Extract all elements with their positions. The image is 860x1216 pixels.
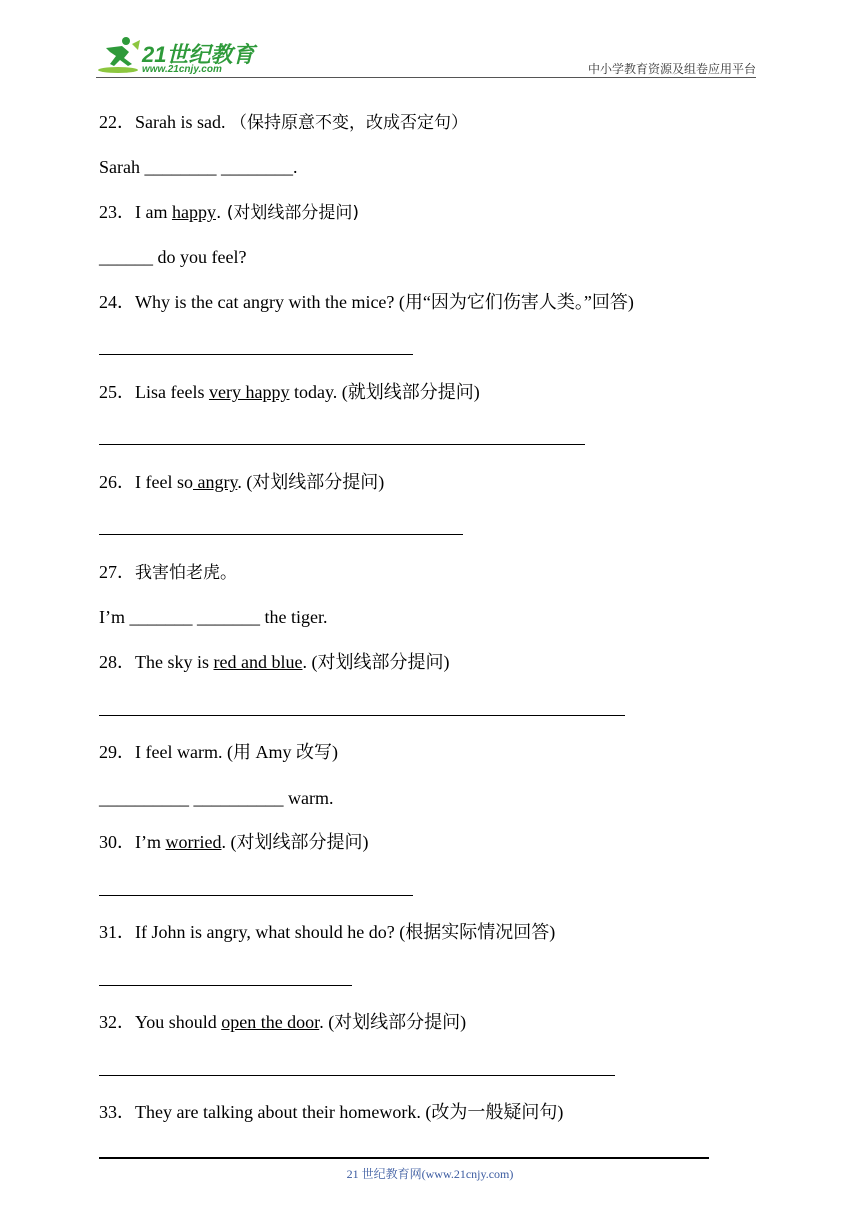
question-text: Lisa feels: [135, 382, 209, 402]
header-divider: [96, 77, 756, 78]
question-instruction: . (对划线部分提问): [215, 203, 360, 223]
question-number: 32．: [99, 1012, 135, 1032]
question-32: [99, 1011, 466, 1033]
question-text: You should: [135, 1012, 222, 1032]
answer-line-32[interactable]: [99, 1075, 615, 1076]
answer-27[interactable]: I’m _______ _______ the tiger.: [99, 607, 328, 627]
question-instruction: . (对划线部分提问): [237, 472, 385, 492]
question-text: The sky is: [135, 652, 214, 672]
question-23: [99, 201, 359, 224]
answer-23[interactable]: ______ do you feel?: [99, 247, 247, 267]
page-header: [96, 34, 756, 80]
footer-divider: [99, 1157, 709, 1159]
question-text: I am: [135, 202, 172, 222]
answer-line-26[interactable]: [99, 534, 463, 535]
question-instruction: today. (就划线部分提问): [289, 382, 480, 402]
question-text: They are talking about their homework. (改为一般疑问句): [135, 1102, 564, 1122]
underlined-phrase: happy: [171, 202, 216, 222]
logo-url: www.21cnjy.com: [142, 64, 222, 75]
answer-22[interactable]: Sarah ________ ________.: [99, 157, 298, 177]
underlined-phrase: angry: [192, 472, 238, 492]
question-instruction: （保持原意不变，改成否定句）: [229, 113, 468, 133]
underlined-phrase: red and blue: [213, 652, 303, 672]
question-27: [99, 561, 237, 584]
question-28: [99, 651, 449, 673]
question-number: 27．: [99, 562, 135, 582]
question-text: I’m: [135, 832, 166, 852]
question-instruction: . (对划线部分提问): [221, 832, 369, 852]
question-instruction: . (对划线部分提问): [319, 1012, 467, 1032]
site-logo[interactable]: [96, 34, 266, 78]
question-number: 22．: [99, 112, 135, 132]
question-number: 28．: [99, 652, 135, 672]
question-22: [99, 111, 468, 134]
question-number: 24．: [99, 292, 135, 312]
question-text: Sarah is sad.: [135, 112, 230, 132]
question-number: 29．: [99, 742, 135, 762]
question-number: 26．: [99, 472, 135, 492]
answer-29[interactable]: __________ __________ warm.: [99, 788, 334, 808]
question-number: 23．: [99, 202, 135, 222]
question-24: [99, 291, 634, 313]
question-text: If John is angry, what should he do? (根据实际情况回答): [135, 922, 556, 942]
underlined-phrase: open the door: [221, 1012, 320, 1032]
answer-line-28[interactable]: [99, 715, 625, 716]
logo-text: 21世纪教育: [142, 42, 255, 67]
footer-source[interactable]: 21 世纪教育网(www.21cnjy.com): [346, 1167, 514, 1181]
header-tagline: 中小学教育资源及组卷应用平台: [587, 62, 756, 76]
question-25: [99, 381, 480, 403]
question-text: 我害怕老虎。: [135, 563, 237, 583]
question-30: [99, 831, 368, 853]
question-number: 33．: [99, 1102, 135, 1122]
answer-line-31[interactable]: [99, 985, 352, 986]
question-number: 25．: [99, 382, 135, 402]
question-29: [99, 741, 338, 763]
question-instruction: . (对划线部分提问): [302, 652, 450, 672]
underlined-phrase: worried: [165, 832, 222, 852]
underlined-phrase: very happy: [208, 382, 290, 402]
answer-line-24[interactable]: [99, 354, 413, 355]
question-text: I feel warm. (用 Amy 改写): [135, 742, 338, 762]
question-number: 30．: [99, 832, 135, 852]
question-26: [99, 471, 384, 493]
question-33: [99, 1101, 563, 1123]
answer-line-30[interactable]: [99, 895, 413, 896]
question-number: 31．: [99, 922, 135, 942]
answer-line-25[interactable]: [99, 444, 585, 445]
question-text: I feel so: [135, 472, 193, 492]
question-31: [99, 921, 555, 943]
runner-logo-icon: [96, 34, 142, 76]
question-text: Why is the cat angry with the mice? (用“因为它们伤害人类。”回答): [135, 292, 634, 312]
